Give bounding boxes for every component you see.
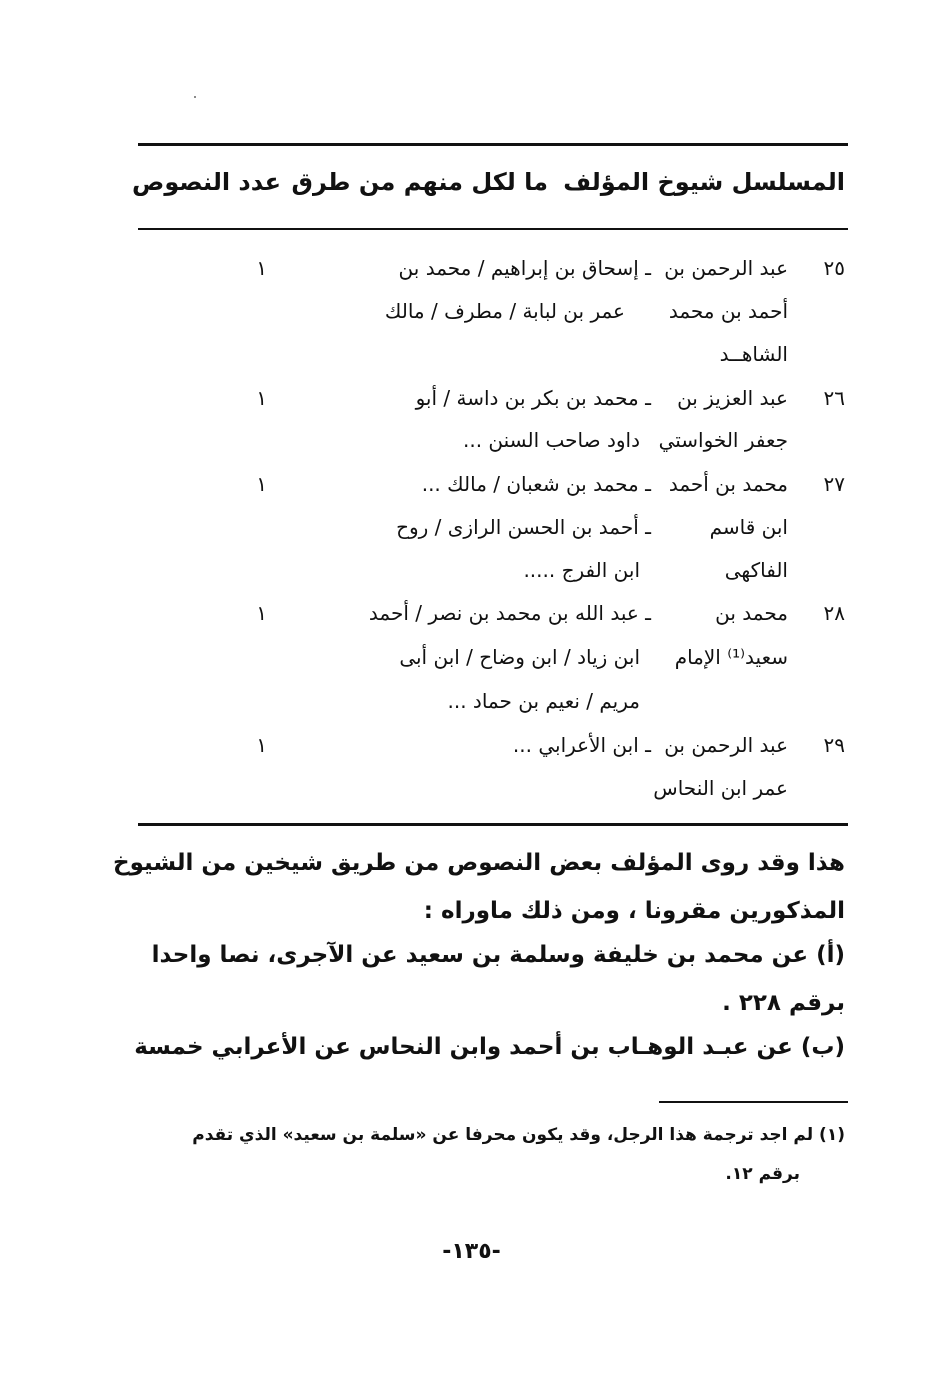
route-line: داود صاحب السنن ... bbox=[462, 428, 640, 452]
row-number: ٢٥ bbox=[823, 256, 845, 280]
body-line: برقم ٢٢٨ . bbox=[722, 990, 845, 1016]
body-line: (ب) عن عبـد الوهـاب بن أحمد وابن النحاس عن الأعرابي خمسة bbox=[134, 1034, 845, 1060]
row-number: ٢٧ bbox=[823, 472, 845, 496]
route-line: ابن زياد / ابن وضاح / ابن أبى bbox=[399, 645, 640, 669]
header-routes: ما لكل منهم من طرق bbox=[291, 168, 548, 196]
body-line: (أ) عن محمد بن خليفة وسلمة بن سعيد عن الآجرى، نصا واحدا bbox=[151, 942, 845, 968]
route-line: ـ ابن الأعرابي ... bbox=[512, 733, 651, 757]
teacher-name-line: عبد العزيز بن bbox=[677, 386, 788, 410]
body-line: المذكورين مقرونا ، ومن ذلك ماوراه : bbox=[423, 898, 845, 924]
route-line: ـ أحمد بن الحسن الرازى / روح bbox=[396, 515, 651, 539]
footnote-line: برقم ١٢. bbox=[725, 1164, 800, 1184]
teacher-name-line: سعيد⁽¹⁾ الإمام bbox=[674, 645, 788, 669]
teacher-name-line: الشاهــد bbox=[719, 342, 788, 366]
page-number: -١٣٥- bbox=[442, 1239, 501, 1264]
row-number: ٢٩ bbox=[823, 733, 845, 757]
text-count: ١ bbox=[256, 256, 267, 280]
teacher-name-line: أحمد بن محمد bbox=[668, 299, 788, 323]
header-serial-teachers: المسلسل شيوخ المؤلف bbox=[563, 168, 845, 196]
body-line: هذا وقد روى المؤلف بعض النصوص من طريق شيخين من الشيوخ bbox=[113, 850, 845, 876]
speck bbox=[194, 96, 196, 98]
teacher-name-line: محمد بن أحمد bbox=[668, 472, 788, 496]
table-top-rule bbox=[138, 143, 848, 146]
teacher-name-line: جعفر الخواستي bbox=[658, 428, 788, 452]
teacher-name-line: مريم / نعيم بن حماد ... bbox=[447, 689, 640, 713]
footnote-line: (١) لم اجد ترجمة هذا الرجل، وقد يكون محرفا عن «سلمة بن سعيد» الذي تقدم bbox=[192, 1125, 845, 1145]
route-line: ـ عبد الله بن محمد بن نصر / أحمد bbox=[368, 601, 651, 625]
text-count: ١ bbox=[256, 386, 267, 410]
teacher-name-line: محمد بن bbox=[715, 601, 788, 625]
route-line: ـ محمد بن شعبان / مالك ... bbox=[421, 472, 651, 496]
text-count: ١ bbox=[256, 733, 267, 757]
header-count: عدد النصوص bbox=[132, 168, 281, 196]
text-count: ١ bbox=[256, 472, 267, 496]
route-line: عمر بن لبابة / مطرف / مالك bbox=[384, 299, 625, 323]
teacher-name-line: الفاكهى bbox=[724, 558, 788, 582]
teacher-name-line: عبد الرحمن بن bbox=[664, 733, 788, 757]
row-number: ٢٦ bbox=[823, 386, 845, 410]
route-line: ـ إسحاق بن إبراهيم / محمد بن bbox=[398, 256, 651, 280]
table-bottom-rule bbox=[138, 823, 848, 826]
teacher-name-line: عمر ابن النحاس bbox=[653, 776, 788, 800]
table-header-rule bbox=[138, 228, 848, 230]
route-line: ابن الفرج ..... bbox=[523, 558, 640, 582]
teacher-name-line: عبد الرحمن بن bbox=[664, 256, 788, 280]
text-count: ١ bbox=[256, 601, 267, 625]
row-number: ٢٨ bbox=[823, 601, 845, 625]
footnote-separator bbox=[659, 1101, 848, 1103]
route-line: ـ محمد بن بكر بن داسة / أبو bbox=[415, 386, 651, 410]
teacher-name-line: ابن قاسم bbox=[709, 515, 788, 539]
